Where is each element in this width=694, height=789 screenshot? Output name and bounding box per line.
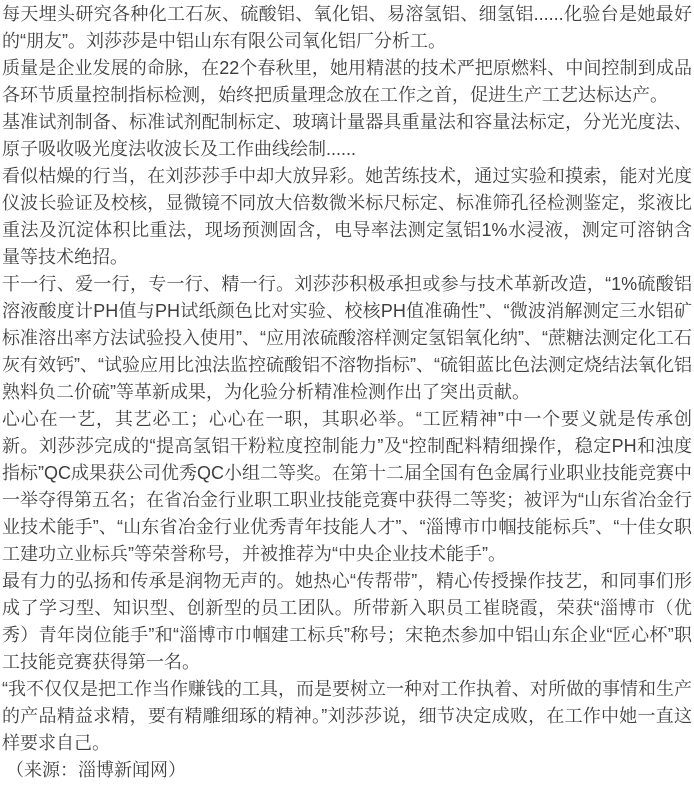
- paragraph-intro: 每天埋头研究各种化工石灰、硫酸铝、氧化铝、易溶氢铝、细氢铝......化验台是她最好的“朋友”。刘莎莎是中铝山东有限公司氧化铝厂分析工。: [2, 4, 692, 51]
- paragraph-skills: 看似枯燥的行当，在刘莎莎手中却大放异彩。她苦练技术，通过实验和摸索，能对光度仪波长验证及校核，显微镜不同放大倍数微米标尺标定、标准筛孔径检测鉴定，浆液比重法及沉淀体积比重法，现场预测固含，电导率法测定氢铝1%水浸液，测定可溶钠含量等技术绝招。: [2, 166, 692, 267]
- paragraph-mentoring: 最有力的弘扬和传承是润物无声的。她热心“传帮带”，精心传授操作技艺，和同事们形成了学习型、知识型、创新型的员工团队。所带新入职员工崔晓霞，荣获“淄博市（优秀）青年岗位能手”和“淄博市巾帼建工标兵”称号；宋艳杰参加中铝山东企业“匠心杯”职工技能竞赛获得第一名。: [2, 571, 692, 672]
- paragraph-quality: 质量是企业发展的命脉，在22个春秋里，她用精湛的技术严把原燃料、中间控制到成品各环节质量控制指标检测，始终把质量理念放在工作之首，促进生产工艺达标达产。: [2, 58, 692, 105]
- source-note: （来源：淄博新闻网）: [6, 760, 186, 780]
- paragraph-awards: 心心在一艺，其艺必工；心心在一职，其职必举。“工匠精神”中一个要义就是传承创新。刘莎莎完成的“提高氢铝干粉粒度控制能力”及“控制配料精细操作，稳定PH和浊度指标”QC成果获公司优秀QC小组二等奖。在第十二届全国有色金属行业职业技能竞赛中一举夺得第五名；在省冶金行业职工职业技能竞赛中获得二等奖；被评为“山东省冶金行业技术能手”、“山东省冶金行业优秀青年技能人才”、“淄博市巾帼技能标兵”、“十佳女职工建功立业标兵”等荣誉称号，并被推荐为“中央企业技术能手”。: [2, 409, 692, 564]
- paragraph-quote: “我不仅仅是把工作当作赚钱的工具，而是要树立一种对工作执着、对所做的事情和生产的产品精益求精，要有精雕细琢的精神。”刘莎莎说，细节决定成败，在工作中她一直这样要求自己。: [2, 679, 692, 753]
- paragraph-reagents: 基准试剂制备、标准试剂配制标定、玻璃计量器具重量法和容量法标定，分光光度法、原子吸收吸光度法收波长及工作曲线绘制......: [2, 112, 692, 159]
- paragraph-innovations: 干一行、爱一行，专一行、精一行。刘莎莎积极承担或参与技术革新改造，“1%硫酸铝溶液酸度计PH值与PH试纸颜色比对实验、校核PH值准确性”、“微波消解测定三水铝矿标准溶出率方法试验投入使用”、“应用浓硫酸溶样测定氢铝氧化纳”、“蔗糖法测定化工石灰有效钙”、“试验应用比浊法监控硫酸铝不溶物指标”、“硫钼蓝比色法测定烧结法氧化铝熟料负二价硫”等革新成果，为化验分析精准检测作出了突出贡献。: [2, 274, 692, 402]
